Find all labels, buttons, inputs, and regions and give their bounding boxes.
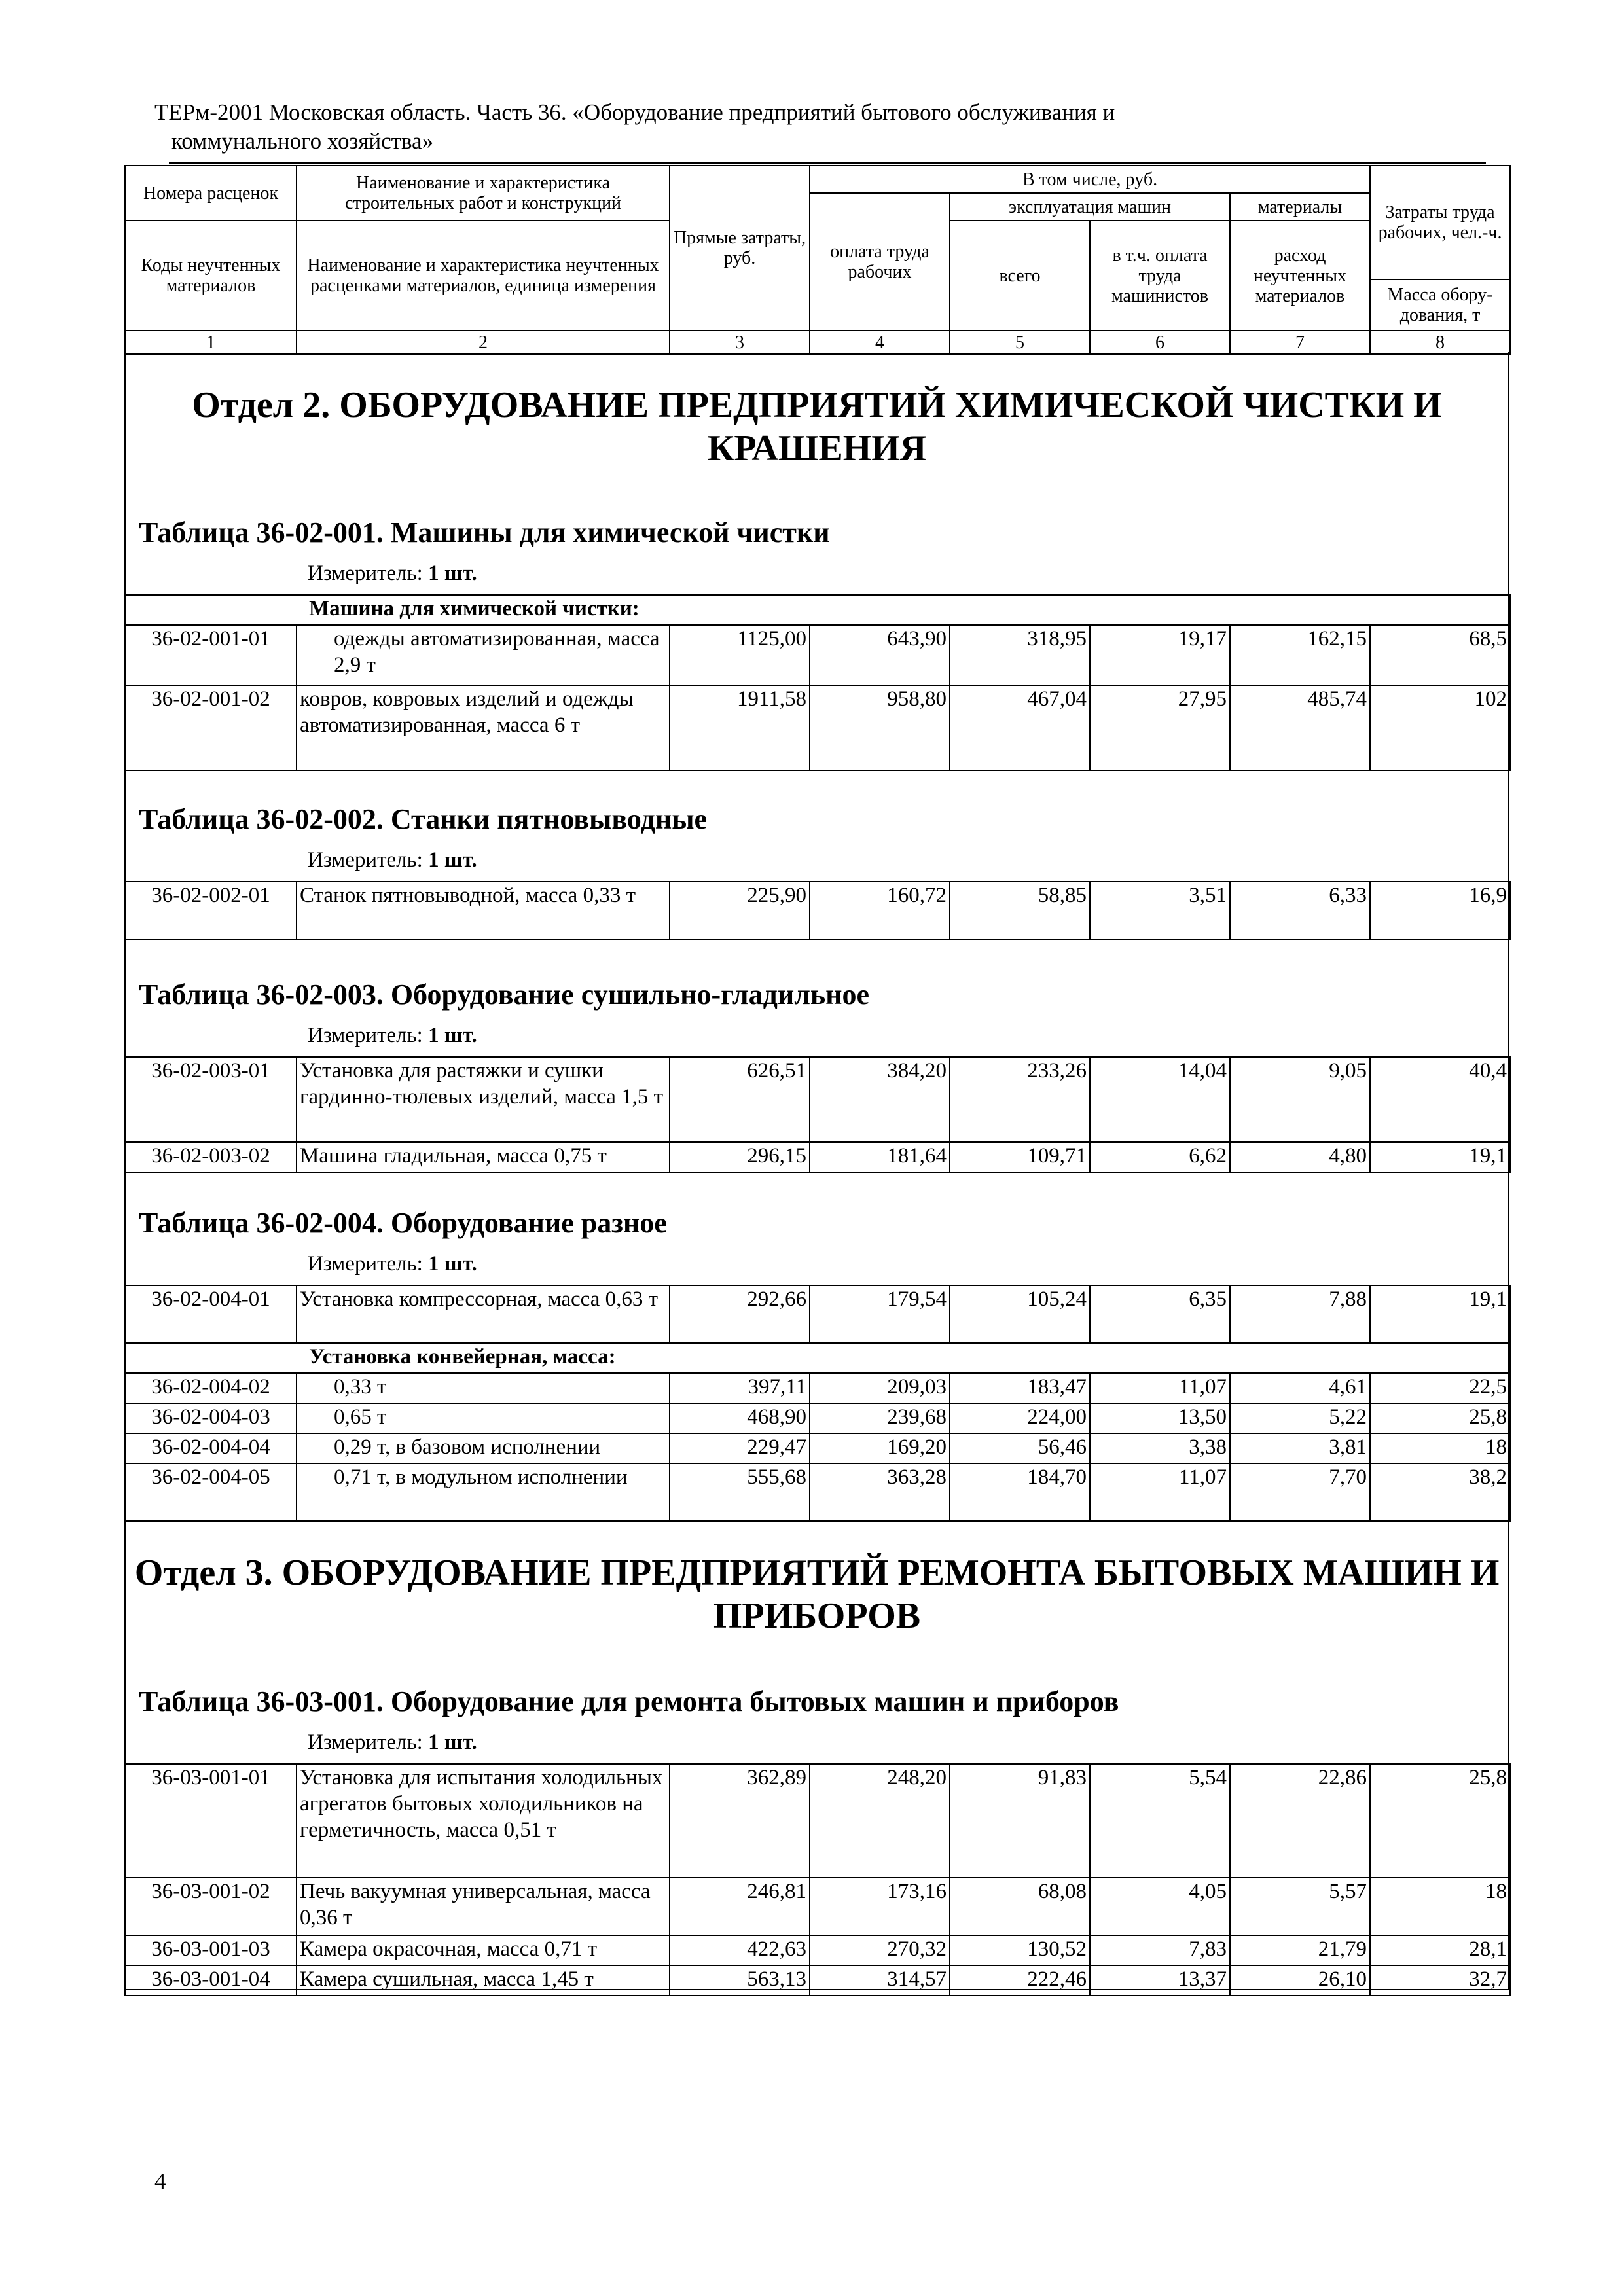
rate-value-col-5: 91,83 — [950, 1764, 1090, 1878]
rate-value-col-3: 246,81 — [670, 1878, 810, 1935]
table-row — [125, 882, 1510, 939]
table-36-02-003-caption: Таблица 36-02-003. Оборудование сушильно-гладильное — [139, 978, 870, 1011]
rate-value-col-4: 314,57 — [810, 1965, 950, 1996]
header-rule — [169, 162, 1486, 164]
rate-value-col-8: 25,8 — [1370, 1403, 1510, 1433]
rate-value-col-8: 68,5 — [1370, 625, 1510, 685]
rate-value-col-3: 397,11 — [670, 1373, 810, 1403]
rate-value-col-3: 362,89 — [670, 1764, 810, 1878]
measure-36-03-001: Измеритель: 1 шт. — [308, 1731, 477, 1754]
table-row — [125, 1878, 1510, 1935]
rate-value-col-4: 181,64 — [810, 1142, 950, 1172]
rate-value-col-3: 225,90 — [670, 882, 810, 939]
rate-value-col-5: 105,24 — [950, 1285, 1090, 1343]
rate-value-col-5: 222,46 — [950, 1965, 1090, 1996]
rate-value-col-4: 958,80 — [810, 685, 950, 770]
rate-value-col-4: 209,03 — [810, 1373, 950, 1403]
header-total: всего — [950, 221, 1090, 331]
header-num-5: 5 — [950, 331, 1090, 354]
rate-code: 36-03-001-01 — [125, 1764, 297, 1878]
rate-value-col-6: 13,37 — [1090, 1965, 1230, 1996]
rate-value-col-6: 14,04 — [1090, 1057, 1230, 1142]
rate-value-col-3: 292,66 — [670, 1285, 810, 1343]
rate-value-col-8: 18 — [1370, 1878, 1510, 1935]
header-num-7: 7 — [1230, 331, 1370, 354]
header-wages: оплата труда рабочих — [810, 193, 950, 331]
rate-name: Камера окрасочная, масса 0,71 т — [297, 1935, 670, 1965]
rate-value-col-7: 21,79 — [1230, 1935, 1370, 1965]
measure-36-02-004: Измеритель: 1 шт. — [308, 1252, 477, 1276]
rates-table-36-02-004 — [124, 1285, 1511, 1522]
measure-36-02-003: Измеритель: 1 шт. — [308, 1024, 477, 1047]
rate-value-col-8: 19,1 — [1370, 1285, 1510, 1343]
header-incl: В том числе, руб. — [810, 166, 1370, 193]
rate-value-col-7: 162,15 — [1230, 625, 1370, 685]
rate-value-col-3: 555,68 — [670, 1463, 810, 1521]
header-machines: эксплуатация машин — [950, 193, 1230, 221]
header-num-4: 4 — [810, 331, 950, 354]
rate-value-col-7: 6,33 — [1230, 882, 1370, 939]
rate-value-col-8: 16,9 — [1370, 882, 1510, 939]
rate-value-col-3: 296,15 — [670, 1142, 810, 1172]
rate-value-col-7: 7,88 — [1230, 1285, 1370, 1343]
rate-value-col-3: 229,47 — [670, 1433, 810, 1463]
table-row — [125, 625, 1510, 685]
table-row — [125, 1373, 1510, 1403]
rate-value-col-4: 363,28 — [810, 1463, 950, 1521]
rate-value-col-7: 485,74 — [1230, 685, 1370, 770]
rate-value-col-8: 19,1 — [1370, 1142, 1510, 1172]
rate-value-col-7: 5,57 — [1230, 1878, 1370, 1935]
header-num-3: 3 — [670, 331, 810, 354]
rates-table-36-02-001 — [124, 594, 1511, 771]
rate-value-col-7: 3,81 — [1230, 1433, 1370, 1463]
rate-name: 0,29 т, в базовом исполнении — [297, 1433, 670, 1463]
rate-value-col-3: 422,63 — [670, 1935, 810, 1965]
group-subheader: Установка конвейерная, масса: — [125, 1343, 1510, 1373]
header-num-2: 2 — [297, 331, 670, 354]
header-driver-wages: в т.ч. оплата труда машинистов — [1090, 221, 1230, 331]
running-header — [154, 98, 1503, 156]
running-header-line2: коммунального хозяйства» — [171, 128, 434, 154]
header-unaccounted-names: Наименование и характеристика неучтенных расценками материалов, единица измерения — [297, 221, 670, 331]
rate-code: 36-02-003-01 — [125, 1057, 297, 1142]
rate-value-col-6: 3,51 — [1090, 882, 1230, 939]
rate-code: 36-03-001-04 — [125, 1965, 297, 1996]
rate-value-col-6: 13,50 — [1090, 1403, 1230, 1433]
rate-value-col-7: 5,22 — [1230, 1403, 1370, 1433]
rate-value-col-3: 626,51 — [670, 1057, 810, 1142]
rate-value-col-7: 26,10 — [1230, 1965, 1370, 1996]
rate-value-col-4: 248,20 — [810, 1764, 950, 1878]
rate-value-col-6: 5,54 — [1090, 1764, 1230, 1878]
table-row — [125, 685, 1510, 770]
table-36-02-004-caption: Таблица 36-02-004. Оборудование разное — [139, 1207, 667, 1239]
rate-value-col-8: 32,7 — [1370, 1965, 1510, 1996]
rate-code: 36-02-003-02 — [125, 1142, 297, 1172]
rate-value-col-4: 169,20 — [810, 1433, 950, 1463]
rate-code: 36-02-004-05 — [125, 1463, 297, 1521]
rate-value-col-8: 25,8 — [1370, 1764, 1510, 1878]
rate-value-col-5: 68,08 — [950, 1878, 1090, 1935]
rate-value-col-4: 384,20 — [810, 1057, 950, 1142]
rate-name: ковров, ковровых изделий и одежды автоматизированная, масса 6 т — [297, 685, 670, 770]
table-36-03-001-caption: Таблица 36-03-001. Оборудование для ремонта бытовых машин и приборов — [139, 1685, 1119, 1717]
rate-value-col-8: 40,4 — [1370, 1057, 1510, 1142]
rate-value-col-6: 3,38 — [1090, 1433, 1230, 1463]
table-row — [125, 1463, 1510, 1521]
rate-value-col-5: 183,47 — [950, 1373, 1090, 1403]
rate-code: 36-02-001-02 — [125, 685, 297, 770]
header-direct-costs: Прямые затраты, руб. — [670, 166, 810, 331]
rate-value-col-8: 22,5 — [1370, 1373, 1510, 1403]
rate-value-col-8: 18 — [1370, 1433, 1510, 1463]
rate-value-col-4: 239,68 — [810, 1403, 950, 1433]
rate-value-col-4: 160,72 — [810, 882, 950, 939]
rate-code: 36-03-001-03 — [125, 1935, 297, 1965]
rate-name: 0,71 т, в модульном исполнении — [297, 1463, 670, 1521]
header-labor: Затраты труда рабочих, чел.-ч. — [1370, 166, 1510, 279]
rate-value-col-5: 467,04 — [950, 685, 1090, 770]
header-codes: Номера расценок — [125, 166, 297, 221]
rate-value-col-8: 102 — [1370, 685, 1510, 770]
rate-value-col-5: 184,70 — [950, 1463, 1090, 1521]
rate-value-col-6: 7,83 — [1090, 1935, 1230, 1965]
rate-name: Установка для испытания холодильных агрегатов бытовых холодильников на герметичность, масса 0,51 т — [297, 1764, 670, 1878]
table-row — [125, 1764, 1510, 1878]
table-row — [125, 1142, 1510, 1172]
table-row — [125, 1285, 1510, 1343]
rate-value-col-6: 27,95 — [1090, 685, 1230, 770]
header-num-8: 8 — [1370, 331, 1510, 354]
rate-name: Машина гладильная, масса 0,75 т — [297, 1142, 670, 1172]
table-36-02-001-caption: Таблица 36-02-001. Машины для химической чистки — [139, 516, 830, 548]
rate-value-col-3: 1125,00 — [670, 625, 810, 685]
rate-value-col-7: 22,86 — [1230, 1764, 1370, 1878]
rate-name: 0,65 т — [297, 1403, 670, 1433]
rate-name: 0,33 т — [297, 1373, 670, 1403]
rate-value-col-7: 4,80 — [1230, 1142, 1370, 1172]
rate-code: 36-02-004-01 — [125, 1285, 297, 1343]
rate-value-col-4: 179,54 — [810, 1285, 950, 1343]
rate-value-col-7: 9,05 — [1230, 1057, 1370, 1142]
measure-36-02-001: Измеритель: 1 шт. — [308, 562, 477, 585]
rate-value-col-7: 7,70 — [1230, 1463, 1370, 1521]
rate-value-col-6: 19,17 — [1090, 625, 1230, 685]
rate-name: Печь вакуумная универсальная, масса 0,36 т — [297, 1878, 670, 1935]
rate-value-col-5: 130,52 — [950, 1935, 1090, 1965]
rate-value-col-7: 4,61 — [1230, 1373, 1370, 1403]
rate-value-col-6: 6,35 — [1090, 1285, 1230, 1343]
rate-name: Установка компрессорная, масса 0,63 т — [297, 1285, 670, 1343]
table-row — [125, 1057, 1510, 1142]
section-2-title: Отдел 2. ОБОРУДОВАНИЕ ПРЕДПРИЯТИЙ ХИМИЧЕСКОЙ ЧИСТКИ И КРАШЕНИЯ — [192, 385, 1442, 469]
running-header-line1: ТЕРм-2001 Московская область. Часть 36. «Оборудование предприятий бытового обслуживания и — [154, 99, 1115, 125]
rate-value-col-6: 11,07 — [1090, 1373, 1230, 1403]
rates-table-36-03-001 — [124, 1763, 1511, 1996]
rate-value-col-3: 563,13 — [670, 1965, 810, 1996]
section-3-title: Отдел 3. ОБОРУДОВАНИЕ ПРЕДПРИЯТИЙ РЕМОНТА БЫТОВЫХ МАШИН И ПРИБОРОВ — [134, 1552, 1500, 1636]
rate-value-col-6: 4,05 — [1090, 1878, 1230, 1935]
header-unaccounted-codes: Коды неучтенных материалов — [125, 221, 297, 331]
table-36-02-002-caption: Таблица 36-02-002. Станки пятновыводные — [139, 803, 708, 835]
measure-36-02-002: Измеритель: 1 шт. — [308, 848, 477, 872]
rate-value-col-3: 1911,58 — [670, 685, 810, 770]
page-number: 4 — [154, 2168, 166, 2194]
table-row — [125, 1935, 1510, 1965]
table-row — [125, 1965, 1510, 1996]
header-mass: Масса обору-дования, т — [1370, 279, 1510, 331]
rate-value-col-3: 468,90 — [670, 1403, 810, 1433]
rate-value-col-8: 28,1 — [1370, 1935, 1510, 1965]
rate-value-col-8: 38,2 — [1370, 1463, 1510, 1521]
header-unaccounted-materials: расход неучтенных материалов — [1230, 221, 1370, 331]
rate-code: 36-02-004-03 — [125, 1403, 297, 1433]
table-row — [125, 1433, 1510, 1463]
rate-value-col-5: 224,00 — [950, 1403, 1090, 1433]
rate-code: 36-03-001-02 — [125, 1878, 297, 1935]
rate-value-col-6: 6,62 — [1090, 1142, 1230, 1172]
rate-code: 36-02-001-01 — [125, 625, 297, 685]
rate-value-col-4: 173,16 — [810, 1878, 950, 1935]
rate-value-col-5: 58,85 — [950, 882, 1090, 939]
header-num-6: 6 — [1090, 331, 1230, 354]
header-materials: материалы — [1230, 193, 1370, 221]
rate-code: 36-02-004-04 — [125, 1433, 297, 1463]
column-header-table — [124, 165, 1511, 355]
table-row — [125, 1403, 1510, 1433]
rate-value-col-5: 109,71 — [950, 1142, 1090, 1172]
rate-name: Установка для растяжки и сушки гардинно-тюлевых изделий, масса 1,5 т — [297, 1057, 670, 1142]
rate-code: 36-02-004-02 — [125, 1373, 297, 1403]
rate-value-col-5: 56,46 — [950, 1433, 1090, 1463]
rates-table-36-02-003 — [124, 1056, 1511, 1173]
group-subheader: Машина для химической чистки: — [125, 595, 1510, 625]
rate-value-col-5: 318,95 — [950, 625, 1090, 685]
rate-name: Камера сушильная, масса 1,45 т — [297, 1965, 670, 1996]
rate-name: одежды автоматизированная, масса 2,9 т — [297, 625, 670, 685]
rate-code: 36-02-002-01 — [125, 882, 297, 939]
rate-value-col-5: 233,26 — [950, 1057, 1090, 1142]
header-works: Наименование и характеристика строительных работ и конструкций — [297, 166, 670, 221]
rate-name: Станок пятновыводной, масса 0,33 т — [297, 882, 670, 939]
rate-value-col-4: 643,90 — [810, 625, 950, 685]
header-num-1: 1 — [125, 331, 297, 354]
rates-table-36-02-002 — [124, 881, 1511, 940]
rate-value-col-6: 11,07 — [1090, 1463, 1230, 1521]
rate-value-col-4: 270,32 — [810, 1935, 950, 1965]
